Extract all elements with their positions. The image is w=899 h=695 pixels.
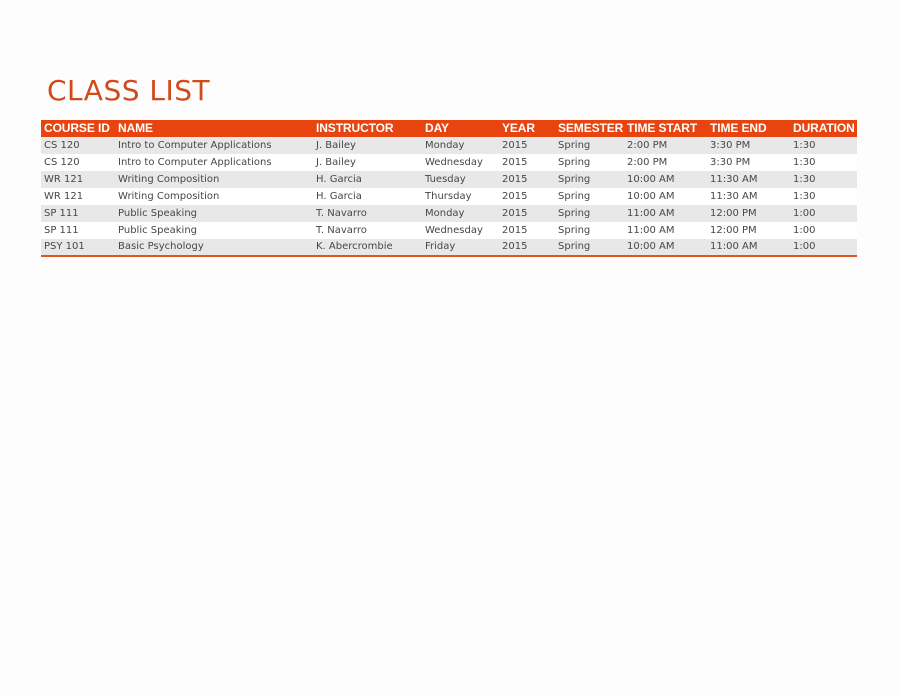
cell-year[interactable]: 2015 (502, 190, 528, 202)
cell-duration[interactable]: 1:30 (793, 173, 816, 185)
cell-time-start[interactable]: 11:00 AM (627, 207, 675, 219)
cell-semester[interactable]: Spring (558, 224, 591, 236)
cell-name[interactable]: Writing Composition (118, 190, 220, 202)
cell-time-end[interactable]: 11:30 AM (710, 190, 758, 202)
cell-course-id[interactable]: CS 120 (44, 139, 80, 151)
cell-instructor[interactable]: K. Abercrombie (316, 241, 393, 252)
cell-time-end[interactable]: 3:30 PM (710, 156, 751, 168)
cell-day[interactable]: Tuesday (425, 173, 466, 185)
table-body (41, 137, 857, 256)
cell-duration[interactable]: 1:00 (793, 207, 816, 219)
cell-semester[interactable]: Spring (558, 139, 591, 151)
cell-year[interactable]: 2015 (502, 156, 528, 168)
cell-instructor[interactable]: J. Bailey (316, 156, 356, 168)
cell-instructor[interactable]: T. Navarro (316, 207, 367, 219)
cell-time-end[interactable]: 3:30 PM (710, 139, 751, 151)
header-instructor[interactable]: INSTRUCTOR (316, 121, 394, 135)
cell-instructor[interactable]: H. Garcia (316, 190, 362, 202)
table-row (41, 239, 857, 256)
cell-name[interactable]: Writing Composition (118, 173, 220, 185)
cell-duration[interactable]: 1:00 (793, 241, 816, 252)
cell-day[interactable]: Wednesday (425, 156, 483, 168)
cell-time-start[interactable]: 10:00 AM (627, 190, 675, 202)
header-year[interactable]: YEAR (502, 121, 535, 135)
page-title: CLASS LIST (47, 74, 211, 107)
cell-instructor[interactable]: T. Navarro (316, 224, 367, 236)
cell-time-start[interactable]: 2:00 PM (627, 139, 668, 151)
table-row (41, 171, 857, 188)
table-row (41, 205, 857, 222)
cell-year[interactable]: 2015 (502, 241, 528, 252)
cell-name[interactable]: Intro to Computer Applications (118, 156, 272, 168)
cell-course-id[interactable]: SP 111 (44, 224, 79, 236)
cell-time-start[interactable]: 11:00 AM (627, 224, 675, 236)
cell-duration[interactable]: 1:30 (793, 190, 816, 202)
cell-time-end[interactable]: 12:00 PM (710, 224, 757, 236)
cell-course-id[interactable]: WR 121 (44, 190, 84, 202)
cell-duration[interactable]: 1:00 (793, 224, 816, 236)
cell-time-start[interactable]: 2:00 PM (627, 156, 668, 168)
cell-year[interactable]: 2015 (502, 224, 528, 236)
cell-time-start[interactable]: 10:00 AM (627, 241, 675, 252)
table-row (41, 222, 857, 239)
cell-day[interactable]: Monday (425, 139, 465, 151)
header-name[interactable]: NAME (118, 121, 153, 135)
header-time-end[interactable]: TIME END (710, 121, 767, 135)
cell-day[interactable]: Friday (425, 241, 456, 252)
header-time-start[interactable]: TIME START (627, 121, 698, 135)
cell-instructor[interactable]: J. Bailey (316, 139, 356, 151)
cell-duration[interactable]: 1:30 (793, 139, 816, 151)
cell-semester[interactable]: Spring (558, 173, 591, 185)
cell-name[interactable]: Public Speaking (118, 224, 198, 236)
cell-course-id[interactable]: CS 120 (44, 156, 80, 168)
cell-duration[interactable]: 1:30 (793, 156, 816, 168)
cell-semester[interactable]: Spring (558, 156, 591, 168)
table-row (41, 188, 857, 205)
cell-name[interactable]: Basic Psychology (118, 241, 204, 252)
header-semester[interactable]: SEMESTER (558, 121, 624, 135)
header-duration[interactable]: DURATION (793, 121, 855, 135)
cell-course-id[interactable]: SP 111 (44, 207, 79, 219)
cell-semester[interactable]: Spring (558, 241, 591, 252)
header-day[interactable]: DAY (425, 121, 449, 135)
cell-semester[interactable]: Spring (558, 207, 591, 219)
cell-time-start[interactable]: 10:00 AM (627, 173, 675, 185)
table-row (41, 137, 857, 154)
class-list-table (41, 120, 857, 257)
cell-day[interactable]: Thursday (425, 190, 472, 202)
cell-name[interactable]: Intro to Computer Applications (118, 139, 272, 151)
cell-year[interactable]: 2015 (502, 207, 528, 219)
cell-day[interactable]: Monday (425, 207, 465, 219)
cell-year[interactable]: 2015 (502, 173, 528, 185)
header-course-id[interactable]: COURSE ID (44, 121, 110, 135)
table-row (41, 154, 857, 171)
cell-day[interactable]: Wednesday (425, 224, 483, 236)
table-header-row (41, 120, 857, 137)
cell-instructor[interactable]: H. Garcia (316, 173, 362, 185)
cell-year[interactable]: 2015 (502, 139, 528, 151)
cell-time-end[interactable]: 12:00 PM (710, 207, 757, 219)
cell-course-id[interactable]: WR 121 (44, 173, 84, 185)
cell-time-end[interactable]: 11:00 AM (710, 241, 758, 252)
cell-semester[interactable]: Spring (558, 190, 591, 202)
cell-name[interactable]: Public Speaking (118, 207, 198, 219)
cell-course-id[interactable]: PSY 101 (44, 241, 85, 252)
cell-time-end[interactable]: 11:30 AM (710, 173, 758, 185)
